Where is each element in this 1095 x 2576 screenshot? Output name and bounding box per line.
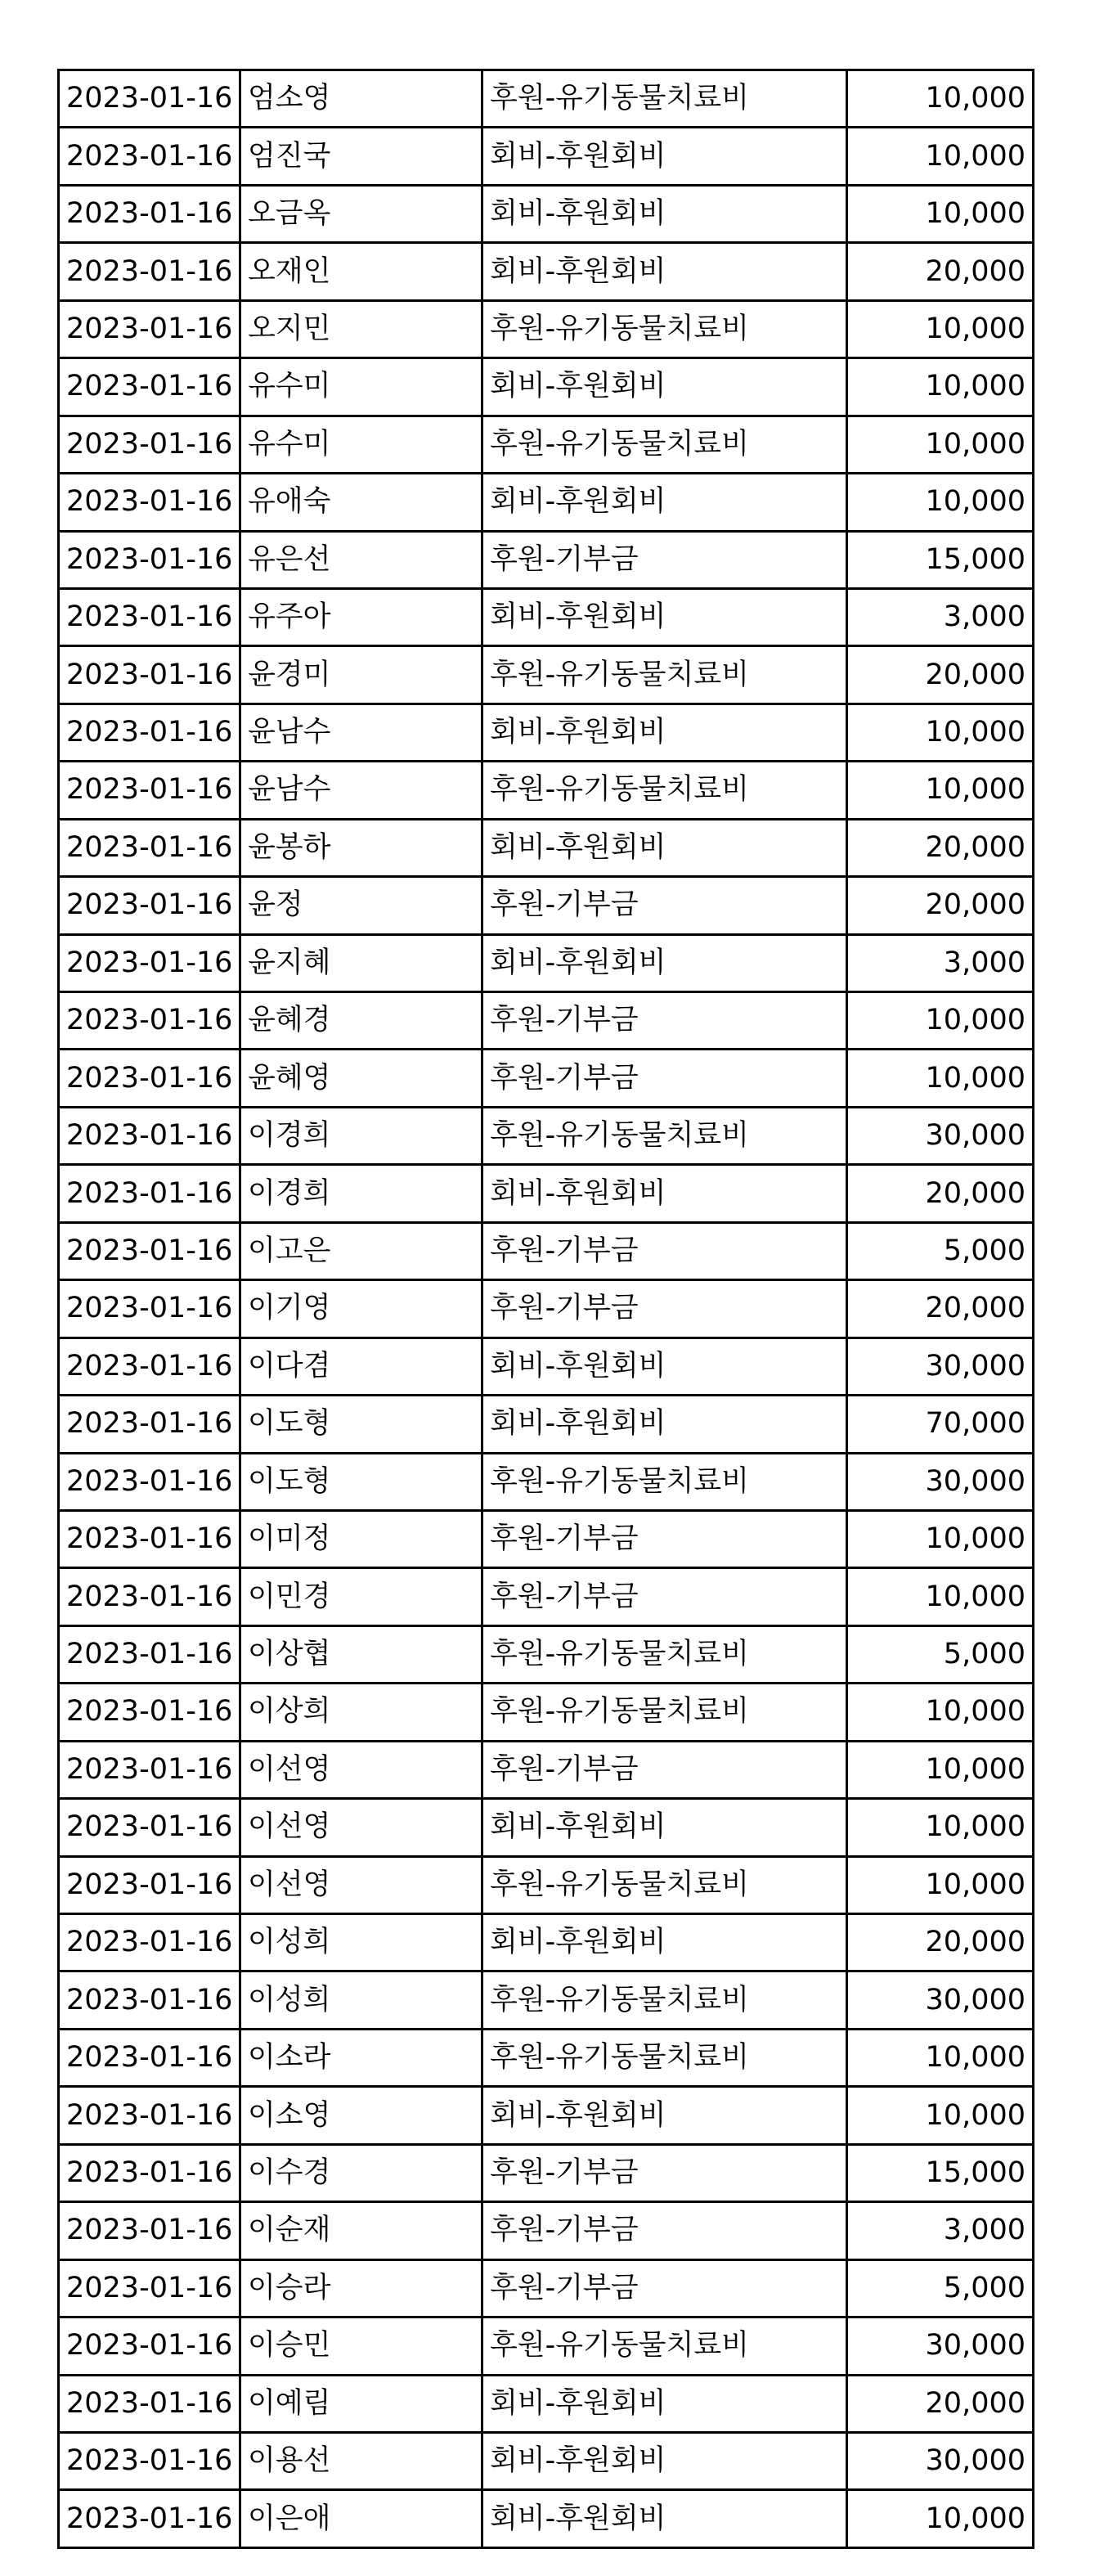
date-cell: 2023-01-16 — [59, 2259, 240, 2317]
amount-cell: 70,000 — [847, 1396, 1034, 1453]
name-cell: 이도형 — [240, 1453, 482, 1510]
name-cell: 엄소영 — [240, 70, 482, 128]
date-cell: 2023-01-16 — [59, 762, 240, 819]
date-cell: 2023-01-16 — [59, 1165, 240, 1222]
amount-cell: 30,000 — [847, 2318, 1034, 2375]
name-cell: 오재인 — [240, 243, 482, 300]
table-row — [59, 2029, 1034, 2086]
amount-cell: 3,000 — [847, 934, 1034, 991]
date-cell: 2023-01-16 — [59, 1280, 240, 1337]
date-cell: 2023-01-16 — [59, 704, 240, 761]
date-cell: 2023-01-16 — [59, 992, 240, 1050]
amount-cell: 10,000 — [847, 762, 1034, 819]
table-row — [59, 934, 1034, 991]
date-cell: 2023-01-16 — [59, 588, 240, 645]
table-row — [59, 358, 1034, 416]
category-cell: 회비-후원회비 — [482, 185, 847, 242]
name-cell: 이고은 — [240, 1222, 482, 1279]
date-cell: 2023-01-16 — [59, 819, 240, 876]
amount-cell: 10,000 — [847, 300, 1034, 357]
ledger-rows — [59, 70, 1034, 2548]
name-cell: 이다겸 — [240, 1337, 482, 1395]
table-row — [59, 704, 1034, 761]
name-cell: 이민경 — [240, 1568, 482, 1625]
name-cell: 윤혜경 — [240, 992, 482, 1050]
date-cell: 2023-01-16 — [59, 1453, 240, 1510]
category-cell: 후원-유기동물치료비 — [482, 1856, 847, 1913]
date-cell: 2023-01-16 — [59, 1856, 240, 1913]
date-cell: 2023-01-16 — [59, 2202, 240, 2259]
amount-cell: 10,000 — [847, 70, 1034, 128]
category-cell: 후원-유기동물치료비 — [482, 416, 847, 473]
name-cell: 이은애 — [240, 2490, 482, 2548]
amount-cell: 15,000 — [847, 2144, 1034, 2201]
category-cell: 후원-기부금 — [482, 2144, 847, 2201]
category-cell: 회비-후원회비 — [482, 128, 847, 185]
date-cell: 2023-01-16 — [59, 1799, 240, 1856]
amount-cell: 10,000 — [847, 1510, 1034, 1567]
category-cell: 회비-후원회비 — [482, 1337, 847, 1395]
name-cell: 윤봉하 — [240, 819, 482, 876]
table-row — [59, 1280, 1034, 1337]
name-cell: 이경희 — [240, 1165, 482, 1222]
category-cell: 후원-유기동물치료비 — [482, 646, 847, 704]
name-cell: 윤남수 — [240, 762, 482, 819]
name-cell: 이상협 — [240, 1625, 482, 1683]
date-cell: 2023-01-16 — [59, 1684, 240, 1741]
name-cell: 윤남수 — [240, 704, 482, 761]
category-cell: 후원-기부금 — [482, 1222, 847, 1279]
name-cell: 이미정 — [240, 1510, 482, 1567]
name-cell: 이경희 — [240, 1107, 482, 1164]
category-cell: 후원-유기동물치료비 — [482, 2029, 847, 2086]
amount-cell: 30,000 — [847, 2432, 1034, 2489]
category-cell: 회비-후원회비 — [482, 1799, 847, 1856]
date-cell: 2023-01-16 — [59, 1568, 240, 1625]
table-row — [59, 531, 1034, 588]
category-cell: 회비-후원회비 — [482, 2490, 847, 2548]
amount-cell: 3,000 — [847, 588, 1034, 645]
category-cell: 회비-후원회비 — [482, 2375, 847, 2432]
name-cell: 윤혜영 — [240, 1050, 482, 1107]
date-cell: 2023-01-16 — [59, 2087, 240, 2144]
table-row — [59, 588, 1034, 645]
amount-cell: 10,000 — [847, 1050, 1034, 1107]
name-cell: 오금옥 — [240, 185, 482, 242]
category-cell: 회비-후원회비 — [482, 358, 847, 416]
amount-cell: 10,000 — [847, 704, 1034, 761]
table-row — [59, 1971, 1034, 2029]
name-cell: 유수미 — [240, 416, 482, 473]
date-cell: 2023-01-16 — [59, 1625, 240, 1683]
amount-cell: 10,000 — [847, 474, 1034, 531]
table-row — [59, 1337, 1034, 1395]
amount-cell: 5,000 — [847, 2259, 1034, 2317]
table-row — [59, 1684, 1034, 1741]
amount-cell: 10,000 — [847, 1684, 1034, 1741]
table-row — [59, 819, 1034, 876]
category-cell: 후원-기부금 — [482, 1741, 847, 1798]
name-cell: 유주아 — [240, 588, 482, 645]
date-cell: 2023-01-16 — [59, 243, 240, 300]
amount-cell: 15,000 — [847, 531, 1034, 588]
amount-cell: 20,000 — [847, 1914, 1034, 1971]
amount-cell: 20,000 — [847, 819, 1034, 876]
table-row — [59, 2087, 1034, 2144]
category-cell: 회비-후원회비 — [482, 474, 847, 531]
table-row — [59, 1165, 1034, 1222]
date-cell: 2023-01-16 — [59, 646, 240, 704]
table-row — [59, 877, 1034, 934]
amount-cell: 10,000 — [847, 358, 1034, 416]
amount-cell: 10,000 — [847, 128, 1034, 185]
table-row — [59, 1568, 1034, 1625]
amount-cell: 30,000 — [847, 1971, 1034, 2029]
name-cell: 이순재 — [240, 2202, 482, 2259]
table-row — [59, 2144, 1034, 2201]
table-row — [59, 1050, 1034, 1107]
name-cell: 이선영 — [240, 1856, 482, 1913]
name-cell: 유수미 — [240, 358, 482, 416]
category-cell: 회비-후원회비 — [482, 2432, 847, 2489]
table-row — [59, 474, 1034, 531]
table-row — [59, 243, 1034, 300]
amount-cell: 20,000 — [847, 2375, 1034, 2432]
category-cell: 후원-기부금 — [482, 1510, 847, 1567]
name-cell: 윤지혜 — [240, 934, 482, 991]
date-cell: 2023-01-16 — [59, 934, 240, 991]
table-row — [59, 2318, 1034, 2375]
category-cell: 회비-후원회비 — [482, 1396, 847, 1453]
table-row — [59, 185, 1034, 242]
amount-cell: 20,000 — [847, 646, 1034, 704]
category-cell: 후원-유기동물치료비 — [482, 1625, 847, 1683]
table-row — [59, 2202, 1034, 2259]
amount-cell: 10,000 — [847, 1741, 1034, 1798]
category-cell: 후원-기부금 — [482, 992, 847, 1050]
category-cell: 회비-후원회비 — [482, 588, 847, 645]
date-cell: 2023-01-16 — [59, 474, 240, 531]
category-cell: 후원-유기동물치료비 — [482, 1971, 847, 2029]
category-cell: 회비-후원회비 — [482, 243, 847, 300]
date-cell: 2023-01-16 — [59, 2375, 240, 2432]
amount-cell: 10,000 — [847, 992, 1034, 1050]
name-cell: 유은선 — [240, 531, 482, 588]
category-cell: 후원-유기동물치료비 — [482, 1684, 847, 1741]
category-cell: 회비-후원회비 — [482, 2087, 847, 2144]
table-row — [59, 1510, 1034, 1567]
category-cell: 후원-유기동물치료비 — [482, 1453, 847, 1510]
date-cell: 2023-01-16 — [59, 185, 240, 242]
table-row — [59, 1107, 1034, 1164]
category-cell: 회비-후원회비 — [482, 819, 847, 876]
name-cell: 엄진국 — [240, 128, 482, 185]
date-cell: 2023-01-16 — [59, 1396, 240, 1453]
name-cell: 이선영 — [240, 1741, 482, 1798]
date-cell: 2023-01-16 — [59, 2432, 240, 2489]
table-row — [59, 762, 1034, 819]
amount-cell: 10,000 — [847, 416, 1034, 473]
table-row — [59, 1799, 1034, 1856]
table-row — [59, 646, 1034, 704]
amount-cell: 10,000 — [847, 2087, 1034, 2144]
category-cell: 후원-기부금 — [482, 1050, 847, 1107]
amount-cell: 10,000 — [847, 2029, 1034, 2086]
name-cell: 윤정 — [240, 877, 482, 934]
date-cell: 2023-01-16 — [59, 531, 240, 588]
date-cell: 2023-01-16 — [59, 1107, 240, 1164]
name-cell: 이성희 — [240, 1914, 482, 1971]
date-cell: 2023-01-16 — [59, 300, 240, 357]
table-row — [59, 416, 1034, 473]
date-cell: 2023-01-16 — [59, 2144, 240, 2201]
date-cell: 2023-01-16 — [59, 70, 240, 128]
amount-cell: 10,000 — [847, 2490, 1034, 2548]
category-cell: 후원-유기동물치료비 — [482, 70, 847, 128]
table-row — [59, 300, 1034, 357]
name-cell: 이수경 — [240, 2144, 482, 2201]
category-cell: 후원-기부금 — [482, 2259, 847, 2317]
date-cell: 2023-01-16 — [59, 416, 240, 473]
date-cell: 2023-01-16 — [59, 128, 240, 185]
table-row — [59, 1453, 1034, 1510]
name-cell: 이승라 — [240, 2259, 482, 2317]
amount-cell: 10,000 — [847, 1568, 1034, 1625]
category-cell: 후원-유기동물치료비 — [482, 2318, 847, 2375]
amount-cell: 5,000 — [847, 1222, 1034, 1279]
category-cell: 후원-기부금 — [482, 1280, 847, 1337]
donation-ledger-table — [57, 69, 1034, 2549]
name-cell: 이성희 — [240, 1971, 482, 2029]
date-cell: 2023-01-16 — [59, 2490, 240, 2548]
date-cell: 2023-01-16 — [59, 358, 240, 416]
category-cell: 후원-기부금 — [482, 531, 847, 588]
amount-cell: 20,000 — [847, 243, 1034, 300]
date-cell: 2023-01-16 — [59, 1971, 240, 2029]
table-row — [59, 1625, 1034, 1683]
table-row — [59, 992, 1034, 1050]
category-cell: 후원-기부금 — [482, 1568, 847, 1625]
name-cell: 이승민 — [240, 2318, 482, 2375]
name-cell: 이도형 — [240, 1396, 482, 1453]
table-row — [59, 70, 1034, 128]
name-cell: 이용선 — [240, 2432, 482, 2489]
name-cell: 이상희 — [240, 1684, 482, 1741]
date-cell: 2023-01-16 — [59, 1050, 240, 1107]
amount-cell: 10,000 — [847, 1799, 1034, 1856]
date-cell: 2023-01-16 — [59, 2029, 240, 2086]
name-cell: 이기영 — [240, 1280, 482, 1337]
amount-cell: 10,000 — [847, 185, 1034, 242]
table-row — [59, 1396, 1034, 1453]
amount-cell: 30,000 — [847, 1337, 1034, 1395]
category-cell: 회비-후원회비 — [482, 934, 847, 991]
date-cell: 2023-01-16 — [59, 1741, 240, 1798]
name-cell: 이선영 — [240, 1799, 482, 1856]
name-cell: 유애숙 — [240, 474, 482, 531]
date-cell: 2023-01-16 — [59, 1337, 240, 1395]
category-cell: 후원-유기동물치료비 — [482, 300, 847, 357]
amount-cell: 20,000 — [847, 1165, 1034, 1222]
name-cell: 이소영 — [240, 2087, 482, 2144]
category-cell: 후원-기부금 — [482, 877, 847, 934]
category-cell: 후원-유기동물치료비 — [482, 762, 847, 819]
category-cell: 회비-후원회비 — [482, 1165, 847, 1222]
table-row — [59, 128, 1034, 185]
amount-cell: 10,000 — [847, 1856, 1034, 1913]
table-row — [59, 1741, 1034, 1798]
date-cell: 2023-01-16 — [59, 877, 240, 934]
table-row — [59, 2375, 1034, 2432]
category-cell: 회비-후원회비 — [482, 704, 847, 761]
name-cell: 윤경미 — [240, 646, 482, 704]
amount-cell: 3,000 — [847, 2202, 1034, 2259]
amount-cell: 30,000 — [847, 1107, 1034, 1164]
category-cell: 회비-후원회비 — [482, 1914, 847, 1971]
table-row — [59, 2432, 1034, 2489]
table-row — [59, 2490, 1034, 2548]
date-cell: 2023-01-16 — [59, 1914, 240, 1971]
date-cell: 2023-01-16 — [59, 1222, 240, 1279]
amount-cell: 20,000 — [847, 1280, 1034, 1337]
table-row — [59, 1856, 1034, 1913]
amount-cell: 30,000 — [847, 1453, 1034, 1510]
table-row — [59, 1914, 1034, 1971]
name-cell: 이예림 — [240, 2375, 482, 2432]
name-cell: 이소라 — [240, 2029, 482, 2086]
amount-cell: 5,000 — [847, 1625, 1034, 1683]
table-row — [59, 1222, 1034, 1279]
amount-cell: 20,000 — [847, 877, 1034, 934]
date-cell: 2023-01-16 — [59, 1510, 240, 1567]
date-cell: 2023-01-16 — [59, 2318, 240, 2375]
category-cell: 후원-유기동물치료비 — [482, 1107, 847, 1164]
category-cell: 후원-기부금 — [482, 2202, 847, 2259]
table-row — [59, 2259, 1034, 2317]
name-cell: 오지민 — [240, 300, 482, 357]
